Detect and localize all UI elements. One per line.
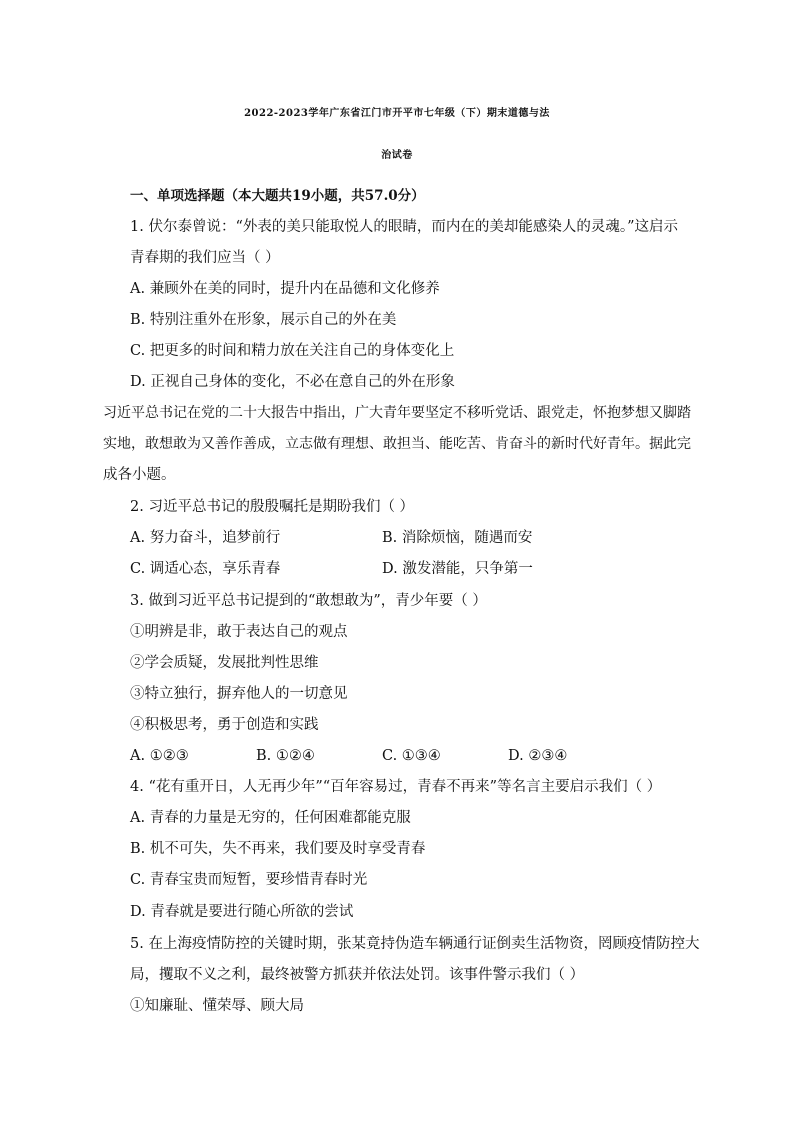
- q1-option-a: A. 兼顾外在美的同时，提升内在品德和文化修养: [130, 281, 440, 297]
- q3-option-d: D. ②③④: [508, 748, 568, 764]
- q3-stem: 3. 做到习近平总书记提到的“敢想敢为”，青少年要（ ）: [130, 593, 487, 609]
- q1-option-c: C. 把更多的时间和精力放在关注自己的身体变化上: [130, 343, 455, 359]
- q2-stem: 2. 习近平总书记的殷殷嘱托是期盼我们（ ）: [130, 499, 415, 515]
- q2-option-b: B. 消除烦恼，随遇而安: [382, 530, 533, 546]
- q5-stem-line2: 局，攫取不义之利，最终被警方抓获并依法处罚。该事件警示我们（ ）: [130, 967, 585, 983]
- material-line2: 实地，敢想敢为又善作善成，立志做有理想、敢担当、能吃苦、肯奋斗的新时代好青年。据此完: [103, 436, 691, 452]
- exam-title-line2: 治试卷: [381, 150, 413, 161]
- q1-stem-line2: 青春期的我们应当（ ）: [130, 250, 280, 266]
- section-heading: 一、单项选择题（本大题共19小题，共57.0分）: [130, 188, 425, 204]
- q2-option-c: C. 调适心态，享乐青春: [130, 561, 281, 577]
- q1-option-d: D. 正视自己身体的变化，不必在意自己的外在形象: [130, 374, 455, 390]
- q3-option-b: B. ①②④: [256, 748, 315, 764]
- q4-option-c: C. 青春宝贵而短暂，要珍惜青春时光: [130, 872, 368, 888]
- q3-item-3: ③特立独行，摒弃他人的一切意见: [130, 686, 348, 702]
- q2-option-d: D. 激发潜能，只争第一: [382, 561, 533, 577]
- q5-item-1: ①知廉耻、懂荣辱、顾大局: [130, 998, 304, 1014]
- q4-option-d: D. 青春就是要进行随心所欲的尝试: [130, 904, 354, 920]
- q3-item-1: ①明辨是非，敢于表达自己的观点: [130, 624, 348, 640]
- q4-stem: 4. “花有重开日，人无再少年”“百年容易过，青春不再来”等名言主要启示我们（ ）: [130, 779, 662, 795]
- q3-option-a: A. ①②③: [130, 748, 189, 764]
- q3-item-4: ④积极思考，勇于创造和实践: [130, 717, 319, 733]
- q4-option-b: B. 机不可失，失不再来，我们要及时享受青春: [130, 841, 426, 857]
- q2-option-a: A. 努力奋斗，追梦前行: [130, 530, 281, 546]
- q1-stem-line1: 1. 伏尔泰曾说：“外表的美只能取悦人的眼睛，而内在的美却能感染人的灵魂。”这启示: [130, 219, 679, 235]
- q1-option-b: B. 特别注重外在形象，展示自己的外在美: [130, 312, 397, 328]
- q3-option-c: C. ①③④: [382, 748, 441, 764]
- q4-option-a: A. 青春的力量是无穷的，任何困难都能克服: [130, 810, 411, 826]
- q5-stem-line1: 5. 在上海疫情防控的关键时期，张某竟持伪造车辆通行证倒卖生活物资，罔顾疫情防控大: [130, 936, 700, 952]
- material-line1: 习近平总书记在党的二十大报告中指出，广大青年要坚定不移听党话、跟党走，怀抱梦想又脚踏: [103, 405, 691, 421]
- exam-title-line1: 2022-2023学年广东省江门市开平市七年级（下）期末道德与法: [244, 108, 550, 119]
- q3-item-2: ②学会质疑，发展批判性思维: [130, 655, 319, 671]
- material-line3: 成各小题。: [103, 467, 176, 483]
